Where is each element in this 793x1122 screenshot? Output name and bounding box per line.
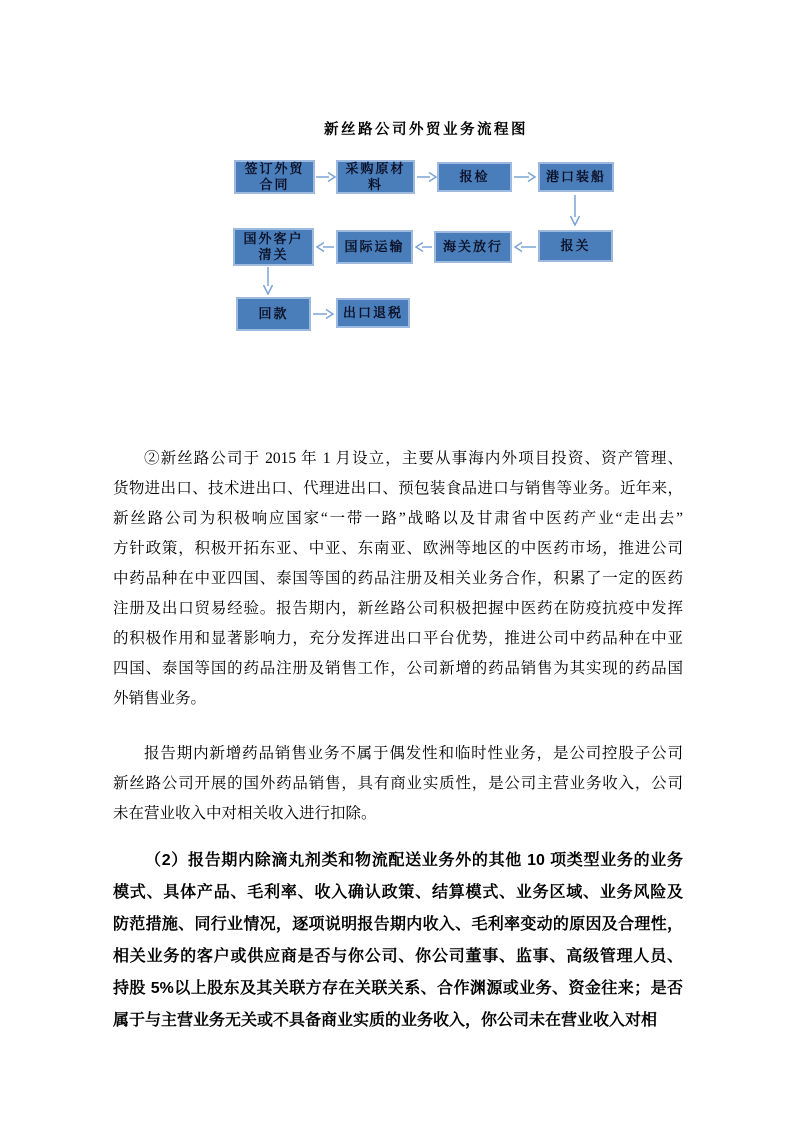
flow-box-label: 国际运输 (344, 239, 405, 254)
text-line: 新丝路公司开展的国外药品销售，具有商业实质性，是公司主营业务收入，公司 (113, 775, 683, 792)
text-line: 中药品种在中亚四国、泰国等国的药品注册及相关业务合作，积累了一定的医药 (113, 570, 683, 587)
arrow-down-icon (262, 267, 274, 295)
flow-box-export-tax-rebate (336, 298, 410, 328)
text-line: 货物进出口、技术进出口、代理进出口、预包装食品进口与销售等业务。近年来， (113, 480, 683, 497)
flow-box-purchase-raw-materials (336, 160, 415, 194)
text-line: 防范措施、同行业情况，逐项说明报告期内收入、毛利率变动的原因及合理性， (113, 916, 683, 933)
text-line: 模式、具体产品、毛利率、收入确认政策、结算模式、业务区域、业务风险及 (113, 884, 683, 901)
text-line: 注册及出口贸易经验。报告期内，新丝路公司积极把握中医药在防疫抗疫中发挥 (113, 600, 683, 617)
paragraph-company-intro (113, 444, 683, 714)
text-line: 相关业务的客户或供应商是否与你公司、你公司董事、监事、高级管理人员、 (113, 948, 683, 965)
arrow-left-icon (514, 241, 536, 253)
arrow-left-icon (415, 241, 432, 253)
text-line: 外销售业务。 (113, 690, 207, 707)
arrow-left-icon (316, 241, 334, 253)
document-body (113, 444, 683, 1037)
flowchart-title: 新丝路公司外贸业务流程图 (324, 122, 528, 138)
flow-box-overseas-customer-clearance (233, 228, 314, 266)
text-line: 属于与主营业务无关或不具备商业实质的业务收入，你公司未在营业收入对相 (113, 1012, 658, 1029)
flow-box-label: 出口退税 (342, 305, 403, 320)
flow-box-label: 回款 (258, 306, 289, 321)
flow-box-customs-declaration (538, 230, 613, 262)
text-line: 报告期内新增药品销售业务不属于偶发性和临时性业务，是公司控股子公司 (144, 745, 683, 762)
paragraph-question-2 (113, 845, 683, 1037)
flow-box-international-transport (336, 230, 413, 264)
flow-box-label: 港口装船 (545, 169, 606, 184)
flow-box-label: 海关放行 (442, 239, 503, 254)
text-line: 方针政策，积极开拓东亚、中亚、东南亚、欧洲等地区的中医药市场，推进公司 (113, 540, 683, 557)
text-line: 四国、泰国等国的药品注册及销售工作，公司新增的药品销售为其实现的药品国 (113, 660, 683, 677)
arrow-down-icon (569, 195, 581, 226)
arrow-right-icon (313, 308, 334, 320)
text-line: （2）报告期内除滴丸剂类和物流配送业务外的其他 10 项类型业务的业务 (145, 852, 683, 869)
flow-box-label: 报关 (560, 238, 591, 253)
text-line: ②新丝路公司于 2015 年 1 月设立，主要从事海内外项目投资、资产管理、 (144, 450, 683, 467)
flow-box-customs-release (434, 231, 512, 263)
arrow-right-icon (514, 171, 536, 183)
flow-box-label: 国外客户清关 (243, 231, 304, 262)
flow-box-inspection-declaration (437, 162, 512, 192)
flow-box-payment-collection (236, 297, 311, 331)
arrow-right-icon (417, 171, 437, 183)
text-line: 未在营业收入中对相关收入进行扣除。 (113, 805, 377, 822)
flow-box-label: 采购原材料 (345, 161, 406, 192)
text-line: 新丝路公司为积极响应国家“一带一路”战略以及甘肃省中医药产业“走出去” (113, 510, 683, 527)
flow-box-sign-foreign-trade-contract (234, 160, 315, 194)
flow-box-label: 报检 (459, 169, 490, 184)
flow-box-label: 签订外贸合同 (244, 161, 305, 192)
paragraph-new-drug-sales (113, 739, 683, 829)
arrow-right-icon (316, 171, 336, 183)
text-line: 持股 5%以上股东及其关联方存在关联关系、合作渊源或业务、资金往来；是否 (113, 980, 683, 997)
text-line: 的积极作用和显著影响力，充分发挥进出口平台优势，推进公司中药品种在中亚 (113, 630, 683, 647)
flow-box-port-loading (538, 162, 614, 192)
